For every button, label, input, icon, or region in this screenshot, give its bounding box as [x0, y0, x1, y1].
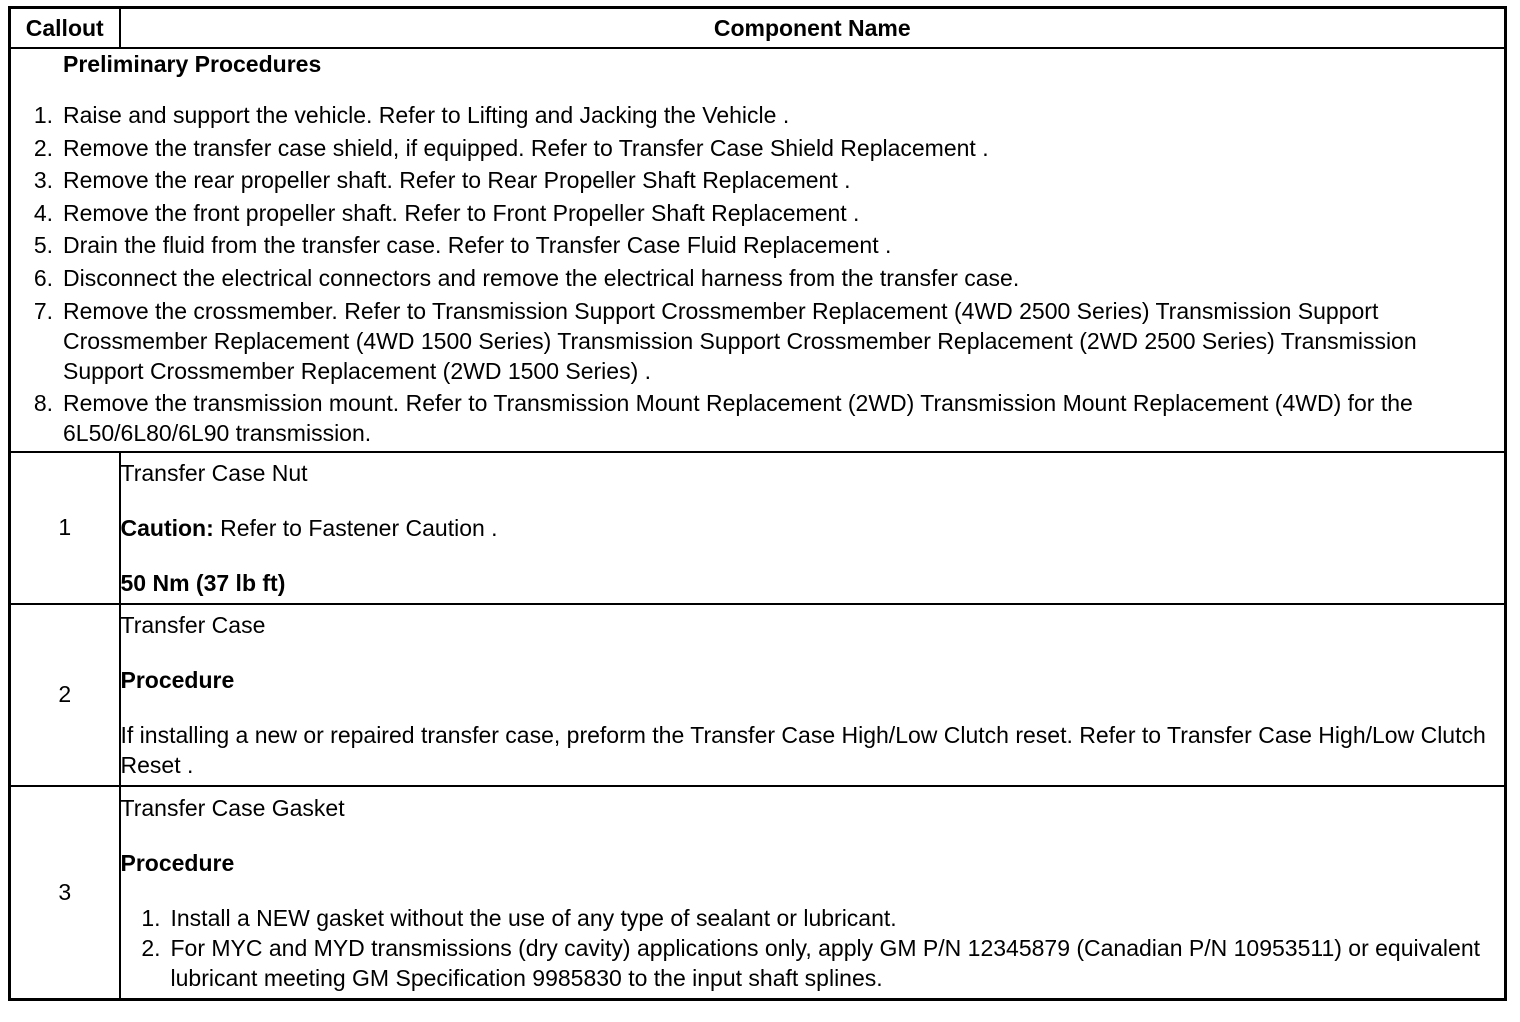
preliminary-steps: [11, 100, 1504, 448]
callout-number: 1: [10, 452, 120, 604]
component-name: Transfer Case Nut: [120, 459, 308, 486]
table-row: [10, 452, 1506, 604]
component-name: Transfer Case: [120, 611, 266, 638]
list-item: 1. Raise and support the vehicle. Refer to Lifting and Jacking the Vehicle .: [33, 102, 790, 128]
list-item: 2. For MYC and MYD transmissions (dry cavity) applications only, apply GM P/N 12345879 (Canadian P/N 10953511) or equivalent lubricant meeting GM Specification 9985830 to the input shaft splines.: [141, 934, 1480, 991]
list-item: 3. Remove the rear propeller shaft. Refer to Rear Propeller Shaft Replacement .: [33, 167, 851, 194]
list-item: 4. Remove the front propeller shaft. Refer to Front Propeller Shaft Replacement .: [33, 199, 860, 226]
procedure-steps: [121, 903, 1505, 993]
list-item: 2. Remove the transfer case shield, if equipped. Refer to Transfer Case Shield Replacement .: [33, 134, 989, 161]
list-item: 7. Remove the crossmember. Refer to Transmission Support Crossmember Replacement (4WD 2500 Series) Transmission Support Crossmember Replacement (4WD 1500 Series) Transmission Support Crossmember Replacement (2WD 2500 Series) Transmission Support Crossmember Replacement (2WD 1500 Series) .: [33, 297, 1417, 384]
preliminary-title: Preliminary Procedures: [63, 51, 322, 77]
list-item: 8. Remove the transmission mount. Refer to Transmission Mount Replacement (2WD) Transmission Mount Replacement (4WD) for the 6L50/6L80/6L90 transmission.: [33, 390, 1413, 447]
component-cell: [120, 452, 1506, 604]
table-row: [10, 786, 1506, 1000]
component-cell: [120, 786, 1506, 1000]
caution-text: Caution: Refer to Fastener Caution .: [120, 514, 498, 541]
procedure-text: If installing a new or repaired transfer case, preform the Transfer Case High/Low Clutch reset. Refer to Transfer Case High/Low Clutch Reset .: [120, 721, 1486, 778]
table-row: [10, 604, 1506, 786]
component-name-header: Component Name: [120, 8, 1506, 49]
list-item: 5. Drain the fluid from the transfer case. Refer to Transfer Case Fluid Replacement .: [33, 232, 892, 259]
callout-header: Callout: [10, 8, 120, 49]
preliminary-row: [10, 48, 1506, 452]
callout-number: 3: [10, 786, 120, 1000]
preliminary-cell: [10, 48, 1506, 452]
component-table: [8, 6, 1507, 1001]
torque-spec: 50 Nm (37 lb ft): [120, 569, 286, 596]
procedure-label: Procedure: [120, 849, 235, 876]
procedure-label: Procedure: [120, 666, 235, 693]
table-header-row: [10, 8, 1506, 49]
component-name: Transfer Case Gasket: [120, 794, 345, 821]
list-item: 6. Disconnect the electrical connectors and remove the electrical harness from the transfer case.: [33, 264, 1020, 291]
component-cell: [120, 604, 1506, 786]
list-item: 1. Install a NEW gasket without the use of any type of sealant or lubricant.: [141, 904, 897, 931]
callout-number: 2: [10, 604, 120, 786]
